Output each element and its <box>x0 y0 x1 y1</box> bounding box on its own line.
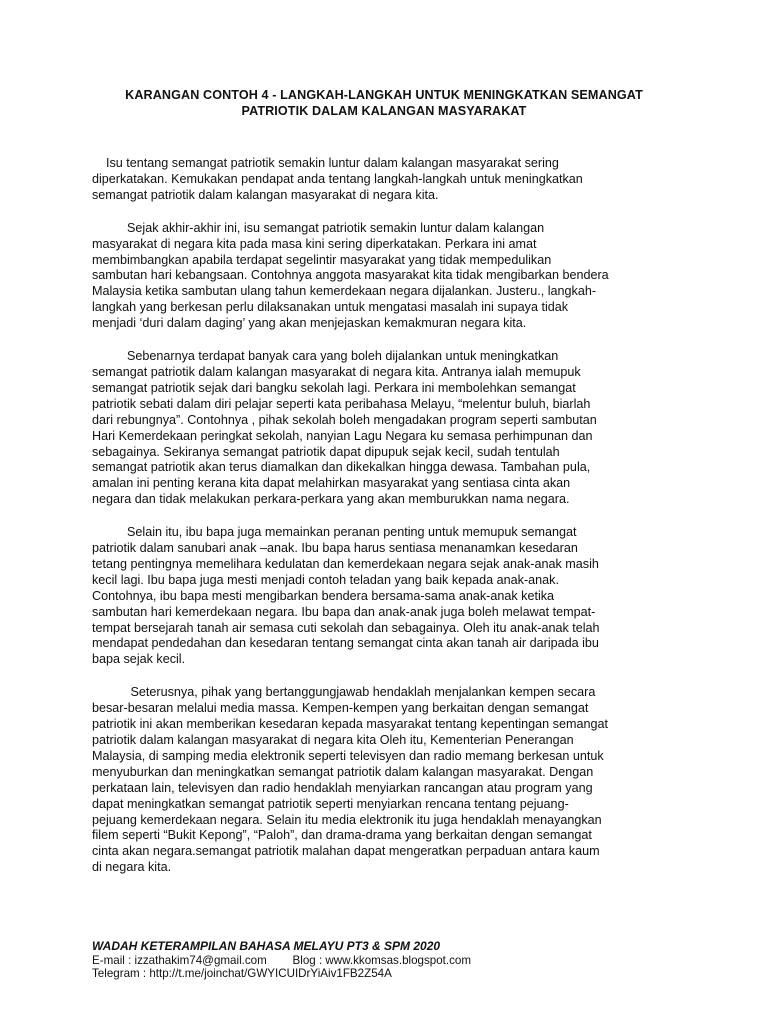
paragraph-point-2 <box>92 525 692 668</box>
paragraph-line: tetang pentingnya memelihara kedulatan dan kemerdekaan negara sejak anak-anak masih <box>92 556 599 571</box>
paragraph-line: membimbangkan apabila terdapat segelintir masyarakat yang tidak mempedulikan <box>92 252 552 267</box>
paragraph-line: filem seperti “Bukit Kepong”, “Paloh”, dan drama-drama yang berkaitan dengan semangat <box>92 828 592 843</box>
paragraph-line: tempat bersejarah tanah air semasa cuti sekolah dan sebagainya. Oleh itu anak-anak telah <box>92 620 600 635</box>
paragraph-line: semangat patriotik dalam kalangan masyarakat di negara kita. <box>92 187 439 202</box>
paragraph-line: patriotik sebati dalam diri pelajar seperti kata peribahasa Melayu, “melentur buluh, biarlah <box>92 396 591 411</box>
essay-title <box>80 87 688 119</box>
paragraph-line: kecil lagi. Ibu bapa juga mesti menjadi contoh teladan yang baik kepada anak-anak. <box>92 572 559 587</box>
paragraph-line: patriotik dalam sanubari anak –anak. Ibu bapa harus sentiasa menanamkan kesedaran <box>92 541 578 556</box>
paragraph-line: Isu tentang semangat patriotik semakin luntur dalam kalangan masyarakat sering <box>92 156 559 170</box>
paragraph-line: di negara kita. <box>92 860 172 875</box>
paragraph-line: Selain itu, ibu bapa juga memainkan peranan penting untuk memupuk semangat <box>92 525 577 540</box>
paragraph-line: besar-besaran melalui media massa. Kempen-kempen yang berkaitan dengan semangat <box>92 701 589 716</box>
paragraph-line: semangat patriotik akan terus diamalkan dan dikekalkan hingga dewasa. Tambahan pula, <box>92 460 591 475</box>
paragraph-line: semangat patriotik sejak dari bangku sekolah lagi. Perkara ini membolehkan semangat <box>92 380 576 395</box>
paragraph-line: sambutan hari kebangsaan. Contohnya anggota masyarakat kita tidak mengibarkan bendera <box>92 268 609 283</box>
paragraph-line: patriotik dalam kalangan masyarakat di negara kita Oleh itu, Kementerian Penerangan <box>92 733 574 747</box>
paragraph-line: Malaysia, di samping media elektronik seperti televisyen dan radio memang berkesan untuk <box>92 748 604 763</box>
paragraph-line: dari rebungnya”. Contohnya , pihak sekolah boleh mengadakan program seperti sambutan <box>92 412 597 427</box>
paragraph-line: pejuang kemerdekaan negara. Selain itu media elektronik itu juga hendaklah menayangkan <box>92 812 602 827</box>
page-footer <box>92 940 692 981</box>
paragraph-line: langkah yang berkesan perlu dilaksanakan untuk mengatasi masalah ini supaya tidak <box>92 300 569 315</box>
essay-body <box>92 156 692 893</box>
paragraph-line: sambutan hari kemerdekaan negara. Ibu bapa dan anak-anak juga boleh melawat tempat- <box>92 604 596 619</box>
paragraph-line: Hari Kemerdekaan peringkat sekolah, nanyian Lagu Negara ku semasa perhimpunan dan <box>92 428 593 443</box>
footer-contact-email-blog: E-mail : izzathakim74@gmail.com Blog : www.kkomsas.blogspot.com <box>92 953 472 967</box>
paragraph-line: Sejak akhir-akhir ini, isu semangat patriotik semakin luntur dalam kalangan <box>92 220 545 235</box>
paragraph-line: negara dan tidak melakukan perkara-perkara yang akan memburukkan nama negara. <box>92 492 570 507</box>
paragraph-line: Sebenarnya terdapat banyak cara yang boleh dijalankan untuk meningkatkan <box>92 349 559 364</box>
paragraph-line: diperkatakan. Kemukakan pendapat anda tentang langkah-langkah untuk meningkatkan <box>92 171 583 186</box>
paragraph-question <box>92 156 692 204</box>
paragraph-line: Contohnya, ibu bapa mesti mengibarkan bendera bersama-sama anak-anak ketika <box>92 588 555 603</box>
essay-title-line-1: KARANGAN CONTOH 4 - LANGKAH-LANGKAH UNTUK MENINGKATKAN SEMANGAT <box>125 88 643 102</box>
paragraph-line: bapa sejak kecil. <box>92 652 186 667</box>
paragraph-line: masyarakat di negara kita pada masa kini sering diperkatakan. Perkara ini amat <box>92 236 537 251</box>
essay-title-line-2: PATRIOTIK DALAM KALANGAN MASYARAKAT <box>241 104 527 118</box>
paragraph-line: Seterusnya, pihak yang bertanggungjawab hendaklah menjalankan kempen secara <box>92 685 596 700</box>
paragraph-line: perkataan lain, televisyen dan radio hendaklah menyiarkan rancangan atau program yang <box>92 780 593 795</box>
paragraph-line: amalan ini penting kerana kita dapat melahirkan masyarakat yang sentiasa cinta akan <box>92 476 571 491</box>
paragraph-line: patriotik ini akan memberikan kesedaran kepada masyarakat tentang kepentingan semangat <box>92 717 608 732</box>
paragraph-point-3 <box>92 685 692 876</box>
paragraph-line: menjadi ‘duri dalam daging’ yang akan menjejaskan kemakmuran negara kita. <box>92 316 527 331</box>
paragraph-line: dapat meningkatkan semangat patriotik seperti menyiarkan rencana tentang pejuang- <box>92 796 569 811</box>
paragraph-line: Malaysia ketika sambutan ulang tahun kemerdekaan negara dijalankan. Justeru., langkah- <box>92 284 597 299</box>
paragraph-line: semangat patriotik dalam kalangan masyarakat di negara kita. Antranya ialah memupuk <box>92 364 581 379</box>
footer-title: WADAH KETERAMPILAN BAHASA MELAYU PT3 & SPM 2020 <box>92 939 441 953</box>
paragraph-line: sebagainya. Sekiranya semangat patriotik dapat dipupuk sejak kecil, sudah tentulah <box>92 444 560 459</box>
paragraph-line: cinta akan negara.semangat patriotik malahan dapat mengeratkan perpaduan antara kaum <box>92 844 600 859</box>
paragraph-point-1 <box>92 349 692 508</box>
paragraph-introduction <box>92 221 692 332</box>
paragraph-line: menyuburkan dan meningkatkan semangat patriotik dalam kalangan masyarakat. Dengan <box>92 764 594 779</box>
paragraph-line: mendapat pendedahan dan kesedaran tentang semangat cinta akan tanah air daripada ibu <box>92 636 599 651</box>
footer-telegram-link: Telegram : http://t.me/joinchat/GWYICUIDrYiAiv1FB2Z54A <box>92 967 392 981</box>
